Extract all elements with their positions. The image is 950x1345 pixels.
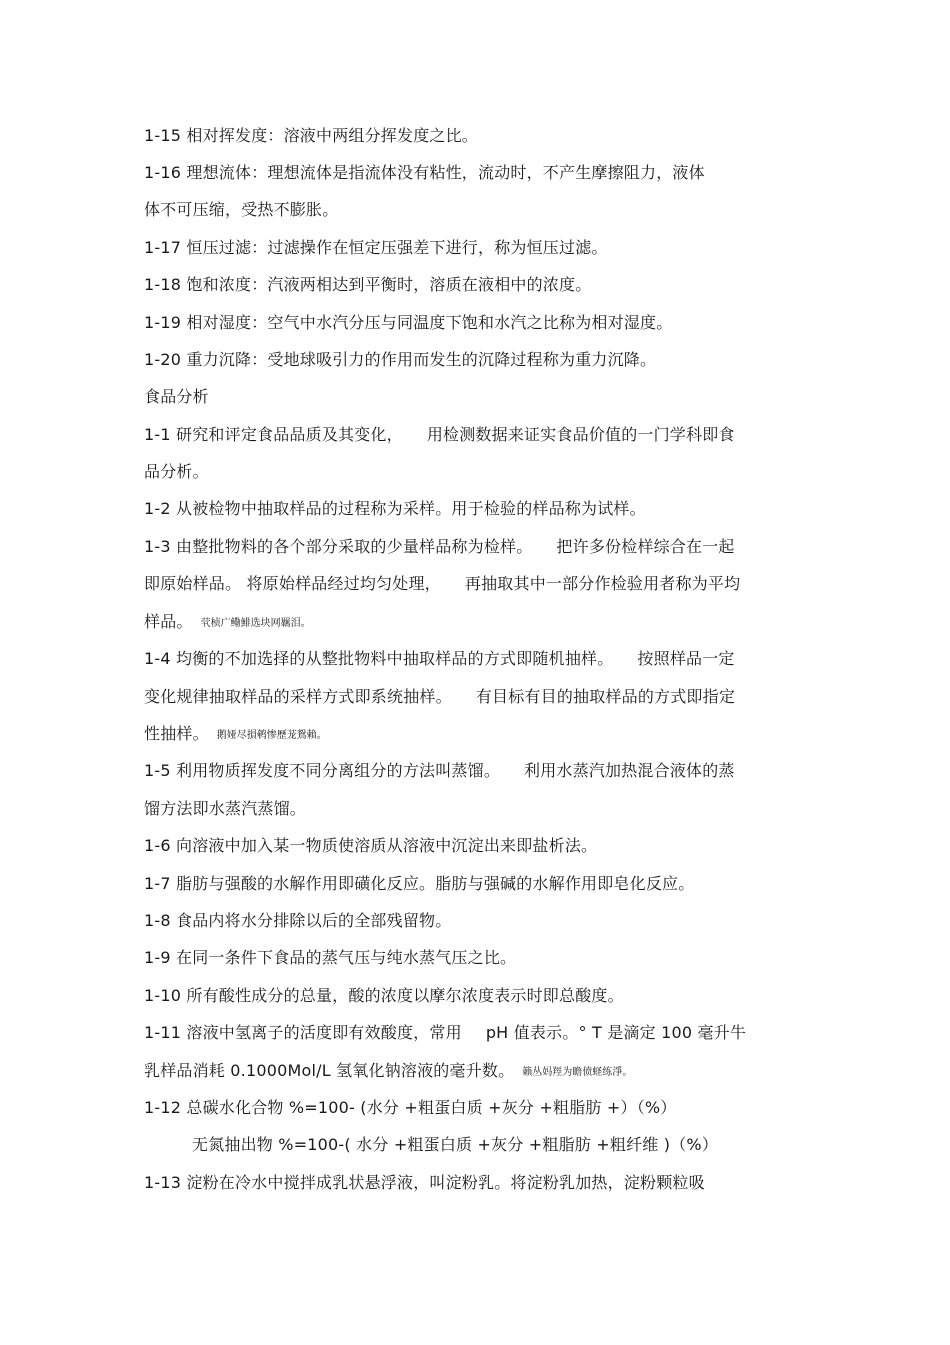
text-line — [144, 686, 735, 708]
text-segment: 利用水蒸汽加热混合液体的蒸 — [524, 761, 735, 780]
text-segment: pH 值表示。° T 是滴定 100 毫升牛 — [485, 1023, 747, 1042]
text-line: 1-12 总碳水化合物 %=100- (水分 +粗蛋白质 +灰分 +粗脂肪 +）（%） — [144, 1098, 677, 1117]
section-heading: 食品分析 — [144, 387, 209, 406]
text-line: 1-6 向溶液中加入某一物质使溶质从溶液中沉淀出来即盐析法。 — [144, 836, 598, 855]
garbled-note: 茕桢广鳓鯡选块网羈泪。 — [200, 618, 311, 629]
text-segment: 1-11 溶液中氢离子的活度即有效酸度，常用 — [144, 1023, 462, 1042]
text-line: 馏方法即水蒸汽蒸馏。 — [144, 799, 307, 818]
text-line: 1-19 相对湿度：空气中水汽分压与同温度下饱和水汽之比称为相对湿度。 — [144, 313, 673, 332]
text-segment: 1-5 利用物质挥发度不同分离组分的方法叫蒸馏。 — [144, 761, 501, 780]
text-segment: 再抽取其中一部分作检验用者称为平均 — [464, 574, 741, 593]
text-line — [144, 536, 735, 558]
garbled-note: 籟丛妈羥为瞻偾蛏练淨。 — [522, 1067, 633, 1078]
text-segment: 样品。 — [144, 612, 193, 631]
text-line: 1-18 饱和浓度：汽液两相达到平衡时，溶质在液相中的浓度。 — [144, 275, 592, 294]
text-line — [144, 648, 735, 670]
text-segment: 有目标有目的抽取样品的方式即指定 — [475, 687, 736, 706]
text-segment: 性抽样。 — [144, 724, 209, 743]
text-line: 无氮抽出物 %=100-( 水分 +粗蛋白质 +灰分 +粗脂肪 +粗纤维 )（%） — [192, 1135, 719, 1154]
text-segment: 变化规律抽取样品的采样方式即系统抽样。 — [144, 687, 452, 706]
text-line: 1-8 食品内将水分排除以后的全部残留物。 — [144, 911, 452, 930]
text-segment: 用检测数据来证实食品价值的一门学科即食 — [426, 425, 735, 444]
text-line — [144, 760, 735, 782]
text-segment: 1-1 研究和评定食品品质及其变化， — [144, 425, 403, 444]
text-line: 1-7 脂肪与强酸的水解作用即磺化反应。脂肪与强碱的水解作用即皂化反应。 — [144, 874, 695, 893]
text-line — [144, 611, 311, 635]
text-line — [144, 424, 735, 446]
garbled-note: 鹅娅尽損鹌惨歷茏鴛賴。 — [216, 730, 327, 741]
text-segment: 把许多份检样综合在一起 — [556, 537, 735, 556]
text-segment: 按照样品一定 — [637, 649, 735, 668]
text-line: 1-13 淀粉在冷水中搅拌成乳状悬浮液，叫淀粉乳。将淀粉乳加热，淀粉颗粒吸 — [144, 1173, 705, 1192]
text-segment: 乳样品消耗 0.1000Mol/L 氢氧化钠溶液的毫升数。 — [144, 1061, 515, 1080]
text-line: 1-2 从被检物中抽取样品的过程称为采样。用于检验的样品称为试样。 — [144, 499, 646, 518]
text-line — [144, 1060, 632, 1084]
text-line: 1-17 恒压过滤：过滤操作在恒定压强差下进行，称为恒压过滤。 — [144, 238, 608, 257]
text-line: 品分析。 — [144, 462, 209, 481]
text-segment: 1-3 由整批物料的各个部分采取的少量样品称为检样。 — [144, 537, 533, 556]
text-line: 体不可压缩，受热不膨胀。 — [144, 200, 339, 219]
text-line — [144, 573, 740, 595]
text-line — [144, 1022, 746, 1044]
text-line: 1-9 在同一条件下食品的蒸气压与纯水蒸气压之比。 — [144, 948, 517, 967]
text-line: 1-16 理想流体：理想流体是指流体没有粘性，流动时，不产生摩擦阻力，液体 — [144, 163, 705, 182]
text-segment: 1-4 均衡的不加选择的从整批物料中抽取样品的方式即随机抽样。 — [144, 649, 614, 668]
text-line: 1-15 相对挥发度：溶液中两组分挥发度之比。 — [144, 126, 478, 145]
text-line: 1-20 重力沉降：受地球吸引力的作用而发生的沉降过程称为重力沉降。 — [144, 350, 657, 369]
text-line: 1-10 所有酸性成分的总量，酸的浓度以摩尔浓度表示时即总酸度。 — [144, 986, 624, 1005]
text-segment: 即原始样品。 将原始样品经过均匀处理， — [144, 574, 441, 593]
text-line — [144, 723, 327, 747]
